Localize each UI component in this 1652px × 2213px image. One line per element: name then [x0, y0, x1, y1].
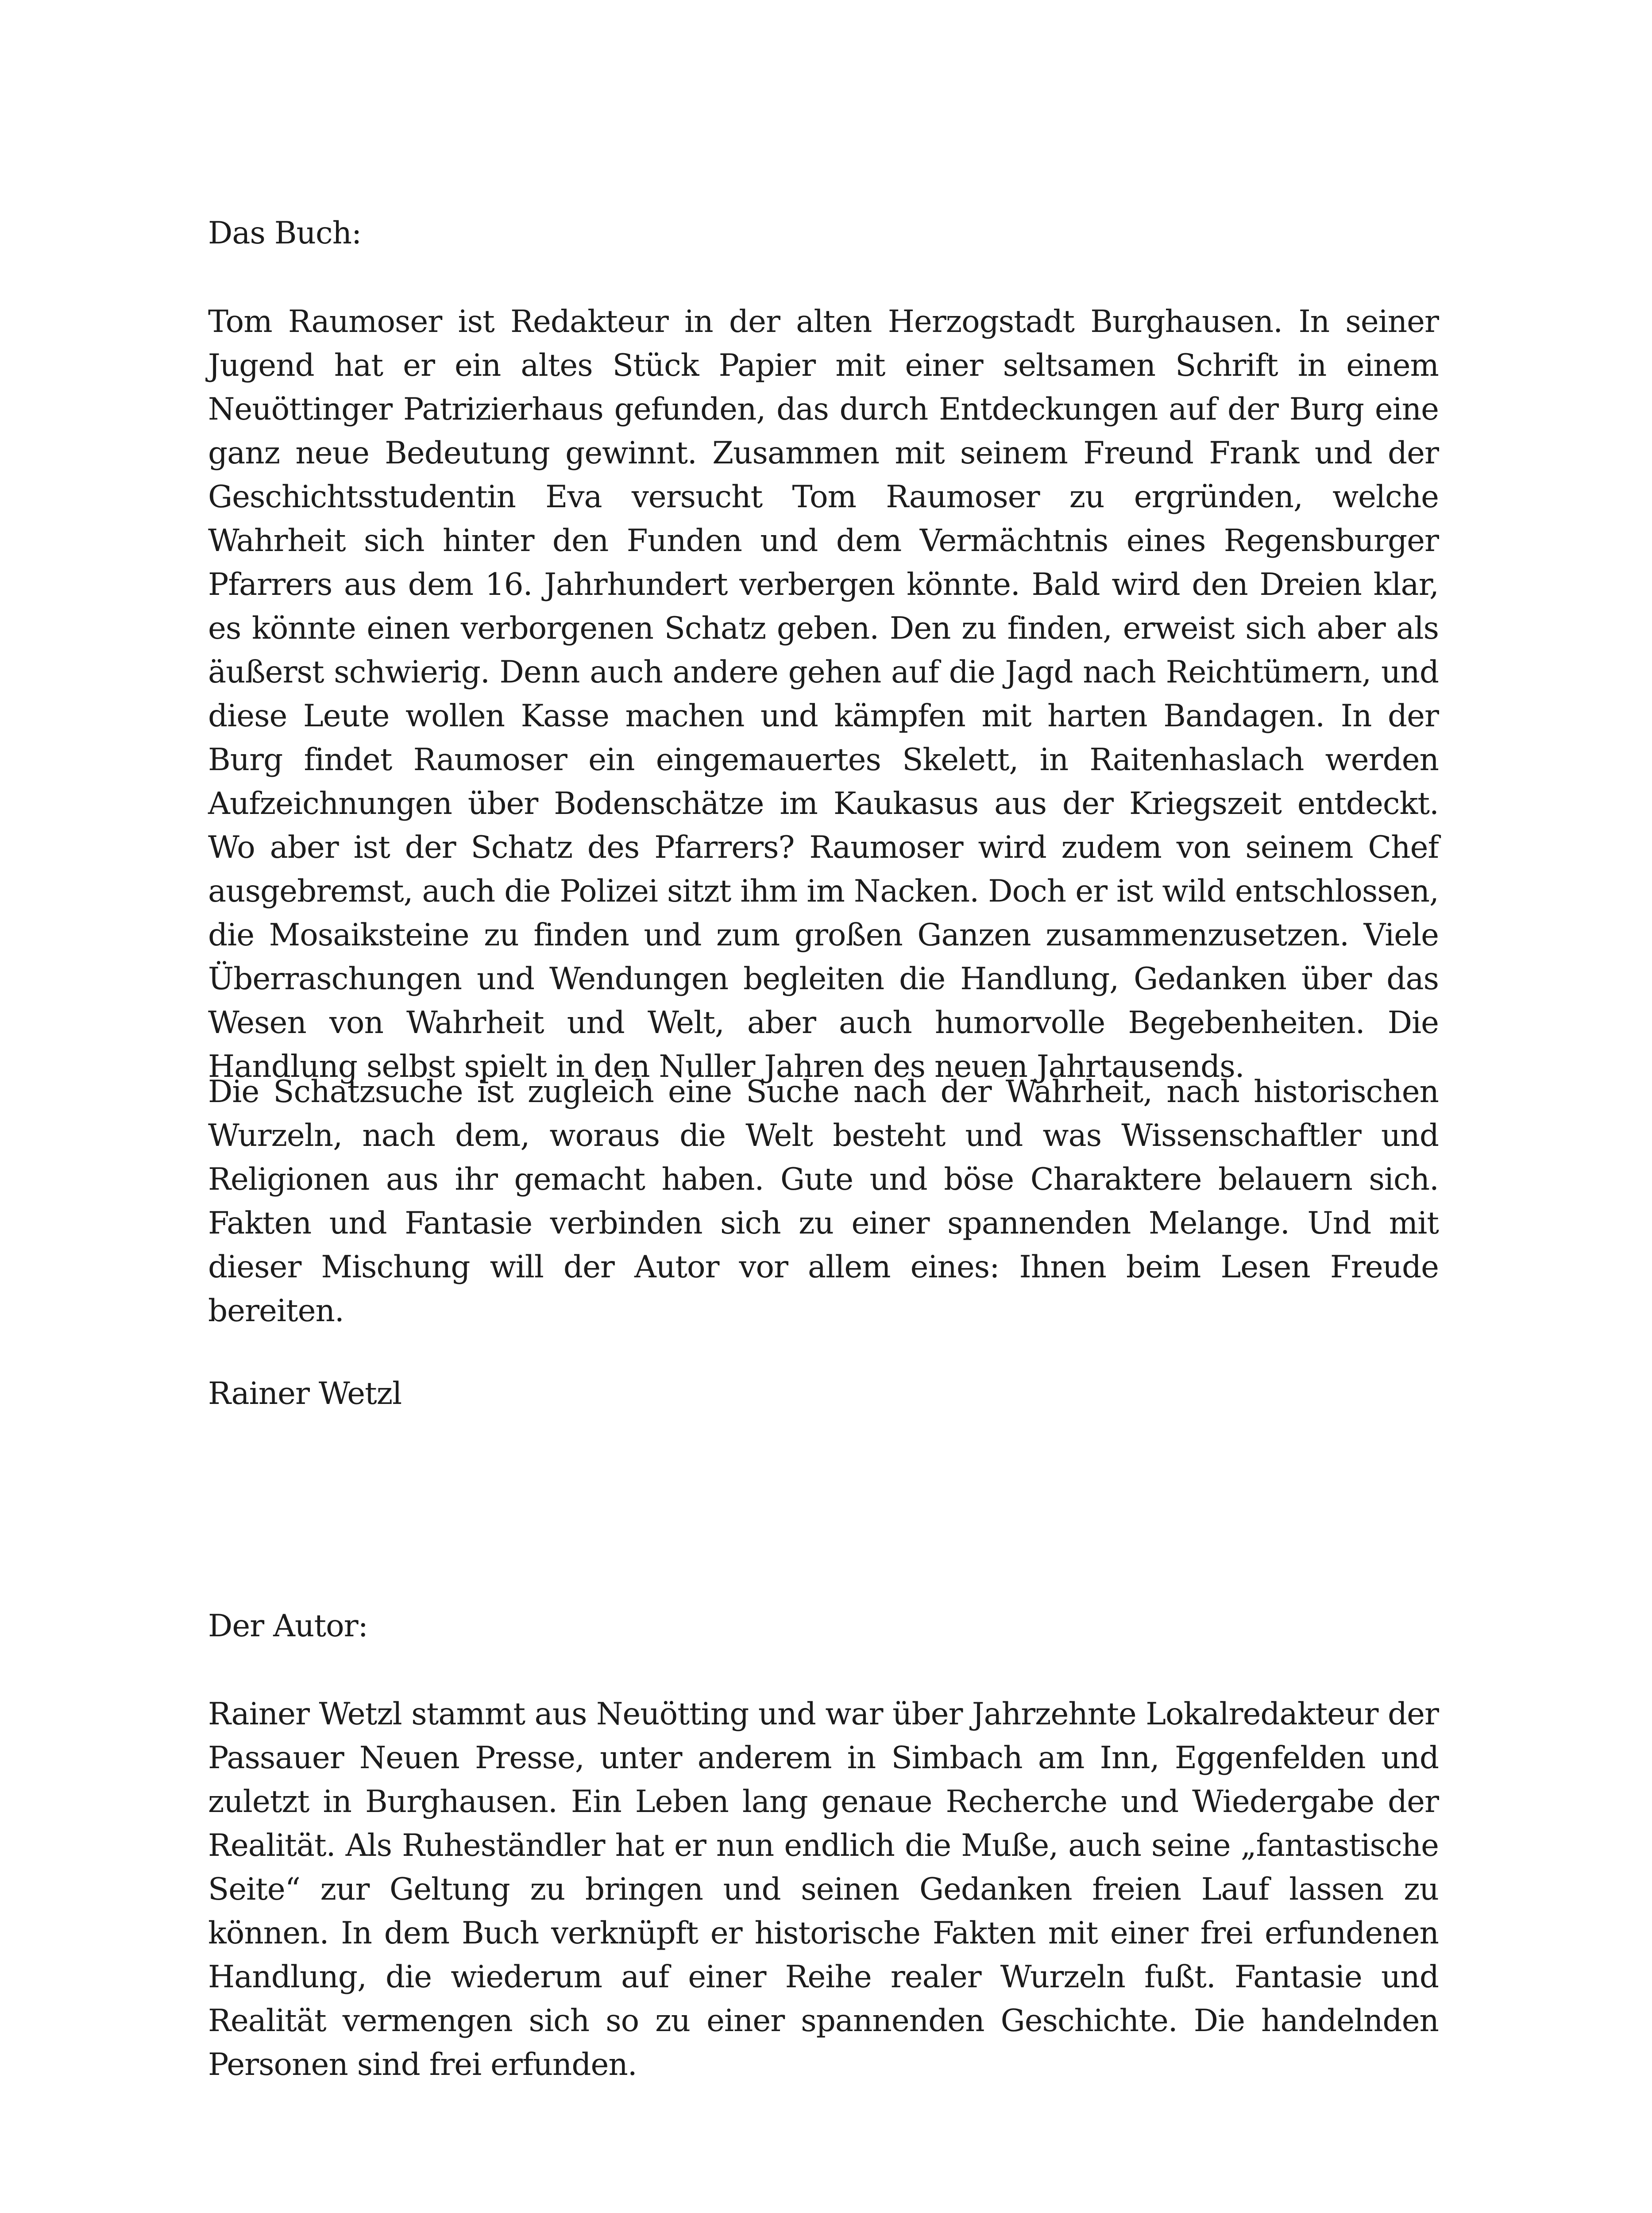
author-signature: Rainer Wetzl — [208, 1376, 402, 1411]
book-description-paragraph: Tom Raumoser ist Redakteur in der alten Herzogstadt Burghausen. In seiner Jugend hat er ein altes Stück Papier mit einer seltsamen Schrift in einem Neuöttinger Patrizierhaus gefunden, das durch Entdeckungen auf der Burg eine ganz neue Bedeutung gewinnt. Zusammen mit seinem Freund Frank und der Geschichtsstudentin Eva versucht Tom Raumoser zu ergründen, welche Wahrheit sich hinter den Funden und dem Vermächtnis eines Regensburger Pfarrers aus dem 16. Jahrhundert verbergen könnte. Bald wird den Dreien klar, es könnte einen verborgenen Schatz geben. Den zu finden, erweist sich aber als äußerst schwierig. Denn auch andere gehen auf die Jagd nach Reichtümern, und diese Leute wollen Kasse machen und kämpfen mit harten Bandagen. In der Burg findet Raumoser ein eingemauertes Skelett, in Raitenhaslach werden Aufzeichnungen über Bodenschätze im Kaukasus aus der Kriegszeit entdeckt. Wo aber ist der Schatz des Pfarrers? Raumoser wird zudem von seinem Chef ausgebremst, auch die Polizei sitzt ihm im Nacken. Doch er ist wild entschlossen, die Mosaiksteine zu finden und zum großen Ganzen zusammenzusetzen. Viele Überraschungen und Wendungen begleiten die Handlung, Gedanken über das Wesen von Wahrheit und Welt, aber auch humorvolle Begebenheiten. Die Handlung selbst spielt in den Nuller Jahren des neuen Jahrtausends. — [208, 304, 1439, 1084]
book-heading: Das Buch: — [208, 216, 362, 251]
author-bio-paragraph: Rainer Wetzl stammt aus Neuötting und war über Jahrzehnte Lokalredakteur der Passauer Neuen Presse, unter anderem in Simbach am Inn, Eggenfelden und zuletzt in Burghausen. Ein Leben lang genaue Recherche und Wiedergabe der Realität. Als Ruheständler hat er nun endlich die Muße, auch seine „fantastische Seite“ zur Geltung zu bringen und seinen Gedanken freien Lauf lassen zu können. In dem Buch verknüpft er historische Fakten mit einer frei erfundenen Handlung, die wiederum auf einer Reihe realer Wurzeln fußt. Fantasie und Realität vermengen sich so zu einer spannenden Geschichte. Die handelnden Personen sind frei erfunden. — [208, 1696, 1439, 2082]
author-heading: Der Autor: — [208, 1608, 368, 1644]
book-intent-paragraph: Die Schatzsuche ist zugleich eine Suche nach der Wahrheit, nach historischen Wurzeln, nach dem, woraus die Welt besteht und was Wissenschaftler und Religionen aus ihr gemacht haben. Gute und böse Charaktere belauern sich. Fakten und Fantasie verbinden sich zu einer spannenden Melange. Und mit dieser Mischung will der Autor vor allem eines: Ihnen beim Lesen Freude bereiten. — [208, 1074, 1439, 1329]
